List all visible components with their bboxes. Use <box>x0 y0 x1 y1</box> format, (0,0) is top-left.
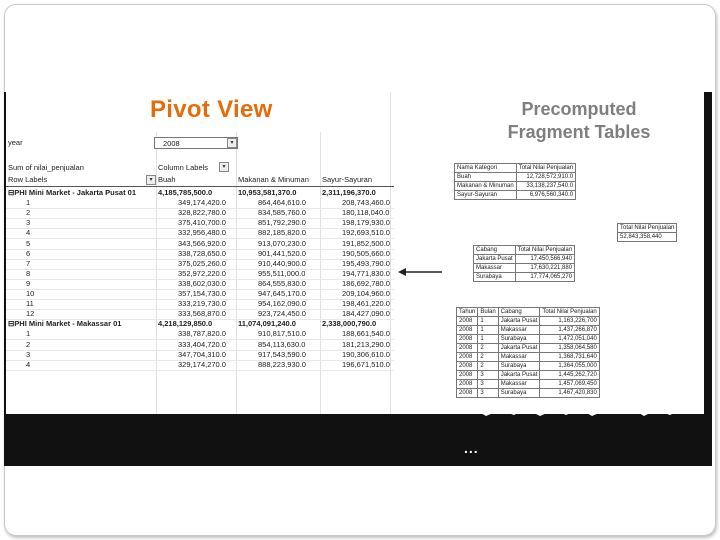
table-cell: 2008 <box>457 362 478 371</box>
pivot-cell: 338,728,650.0 <box>178 248 226 258</box>
table-row <box>457 371 600 380</box>
pivot-cell: 190,505,660.0 <box>342 248 390 258</box>
table-cell: Jakarta Pusat <box>498 371 540 380</box>
month-label: 7 <box>26 258 31 268</box>
table-cell: 2 <box>478 344 498 353</box>
table-cell: Jakarta Pusat <box>498 344 540 353</box>
table-row <box>618 233 677 242</box>
table-cell: 17,774,065,270 <box>515 273 574 282</box>
arrow-left-icon <box>398 267 442 277</box>
table-cell: 1,437,266,870 <box>540 326 599 335</box>
pivot-cell: 947,645,170.0 <box>258 289 306 298</box>
table-cell: 17,450,566,940 <box>515 255 574 264</box>
group-total: 4,218,129,850.0 <box>158 319 213 329</box>
pivot-cell: 328,822,780.0 <box>178 208 226 218</box>
pivot-cell: 208,743,460.0 <box>342 198 390 208</box>
pivot-cell: 954,162,090.0 <box>258 299 306 309</box>
table-header: Tahun <box>457 308 478 317</box>
pivot-cell: 333,404,720.0 <box>178 339 226 349</box>
table-cell: 1,163,226,700 <box>540 317 599 326</box>
table-row <box>457 389 600 398</box>
table-cell: 3 <box>478 380 498 389</box>
table-cell: 17,630,221,880 <box>515 264 574 273</box>
table-cell: 1 <box>478 335 498 344</box>
month-label: 5 <box>26 238 31 248</box>
table-header: Total Nilai Penjualan <box>618 224 677 233</box>
table-header: Total Nilai Penjualan <box>515 246 574 255</box>
month-label: 8 <box>26 268 31 278</box>
pivot-cell: 194,771,830.0 <box>342 268 390 278</box>
month-label: 3 <box>26 218 31 228</box>
pivot-cell: 333,568,870.0 <box>178 309 226 319</box>
pivot-sheet <box>6 92 394 414</box>
month-label: 4 <box>26 228 31 238</box>
column-header: Buah <box>158 175 176 184</box>
pivot-cell: 955,511,000.0 <box>258 268 306 278</box>
table-cell: Surabaya <box>498 389 540 398</box>
pivot-cell: 188,661,540.0 <box>342 329 390 339</box>
table-cell: Surabaya <box>498 335 540 344</box>
pivot-cell: 181,213,290.0 <box>342 339 390 349</box>
table-cell: 6,976,560,340.0 <box>516 191 575 200</box>
pivot-cell: 888,223,930.0 <box>258 359 306 369</box>
table-cell: Makassar <box>498 353 540 362</box>
table-row <box>457 326 600 335</box>
table-row <box>455 191 576 200</box>
group-total: 2,338,000,790.0 <box>322 319 377 329</box>
pivot-cell: 375,410,700.0 <box>178 218 226 228</box>
table-cell: Makassar <box>498 380 540 389</box>
pivot-cell: 192,693,510.0 <box>342 228 390 238</box>
table-cell: 2008 <box>457 389 478 398</box>
table-cell: Sayur-Sayuran <box>455 191 517 200</box>
pivot-cell: 190,306,610.0 <box>342 349 390 359</box>
pivot-cell: 191,852,500.0 <box>342 238 390 248</box>
pivot-cell: 357,154,730.0 <box>178 289 226 298</box>
column-filter-icon[interactable]: ▾ <box>219 162 229 172</box>
pivot-cell: 851,792,290.0 <box>258 218 306 228</box>
row-labels: Row Labels <box>8 175 48 184</box>
table-cell: 2008 <box>457 380 478 389</box>
table-cell: Jakarta Pusat <box>474 255 516 264</box>
table-header-row <box>618 224 677 233</box>
table-cell: 1,472,051,040 <box>540 335 599 344</box>
month-label: 1 <box>26 198 31 208</box>
pivot-cell: 333,219,730.0 <box>178 299 226 309</box>
pivot-cell: 329,174,270.0 <box>178 359 226 369</box>
cabang-table <box>473 245 575 282</box>
table-cell: 33,138,237,540.0 <box>516 182 575 191</box>
pivot-cell: 923,724,450.0 <box>258 309 306 319</box>
month-label: 11 <box>26 299 34 309</box>
column-header: Sayur-Sayuran <box>322 175 373 184</box>
month-label: 12 <box>26 309 35 319</box>
table-cell: Surabaya <box>498 362 540 371</box>
filter-label: year <box>8 138 23 147</box>
measure-label: Sum of nilai_penjualan <box>8 163 84 172</box>
table-cell: 1 <box>478 317 498 326</box>
pivot-cell: 195,493,790.0 <box>342 258 390 268</box>
table-row <box>474 255 575 264</box>
filter-dropdown[interactable] <box>154 137 238 149</box>
month-label: 2 <box>26 339 31 349</box>
table-cell: Makanan & Minuman <box>455 182 517 191</box>
pivot-cell: 375,025,260.0 <box>178 258 226 268</box>
table-row <box>474 264 575 273</box>
group-label: ⊟PHI Mini Market - Jakarta Pusat 01 <box>8 188 136 197</box>
table-row <box>457 344 600 353</box>
table-cell: 3 <box>478 389 498 398</box>
table-cell: 1,368,731,640 <box>540 353 599 362</box>
table-row <box>455 182 576 191</box>
column-header: Makanan & Minuman <box>238 175 309 184</box>
table-cell: 2008 <box>457 344 478 353</box>
month-label: 1 <box>26 329 31 339</box>
table-header: Cabang <box>474 246 516 255</box>
table-header-row <box>457 308 600 317</box>
table-header-row <box>474 246 575 255</box>
table-cell: 1,467,420,830 <box>540 389 599 398</box>
table-row <box>457 335 600 344</box>
table-cell: 2 <box>478 362 498 371</box>
table-cell: 2008 <box>457 326 478 335</box>
table-cell: 3 <box>478 371 498 380</box>
kategori-table <box>454 163 576 200</box>
table-header: Total Nilai Penjualan <box>516 164 575 173</box>
group-total: 2,311,196,370.0 <box>322 188 376 197</box>
pivot-cell: 347,704,310.0 <box>178 349 226 359</box>
precomputed-title-line2: Fragment Tables <box>507 122 651 142</box>
month-label: 6 <box>26 248 31 258</box>
chevron-down-icon[interactable]: ▾ <box>227 138 237 148</box>
pivot-cell: 198,461,220.0 <box>342 299 390 309</box>
total-table <box>617 223 677 242</box>
filter-value: 2008 <box>163 139 180 148</box>
month-label: 9 <box>26 278 31 288</box>
pivot-cell: 184,427,090.0 <box>342 309 390 319</box>
precomputed-title <box>488 98 670 144</box>
group-total: 4,185,785,500.0 <box>158 188 213 197</box>
table-row <box>455 173 576 182</box>
pivot-cell: 834,585,760.0 <box>258 208 306 218</box>
column-labels: Column Labels <box>158 163 209 172</box>
pivot-cell: 854,113,630.0 <box>258 339 306 349</box>
table-header: Cabang <box>498 308 540 317</box>
pivot-cell: 910,440,900.0 <box>258 258 306 268</box>
table-cell: 2008 <box>457 371 478 380</box>
table-header: Bulan <box>478 308 498 317</box>
pivot-cell: 180,118,040.0 <box>342 208 390 218</box>
pivot-cell: 882,185,820.0 <box>258 228 306 238</box>
table-row <box>457 317 600 326</box>
table-header-row <box>455 164 576 173</box>
pivot-cell: 917,543,590.0 <box>258 349 306 359</box>
table-row <box>474 273 575 282</box>
table-cell: 1,358,064,580 <box>540 344 599 353</box>
table-row <box>457 362 600 371</box>
table-cell: 1,445,262,720 <box>540 371 599 380</box>
precomputed-title-line1: Precomputed <box>521 99 637 119</box>
table-header: Total Nilai Penjualan <box>540 308 599 317</box>
table-row <box>457 380 600 389</box>
pivot-cell: 209,104,960.0 <box>342 289 390 298</box>
tahun-table <box>456 307 600 398</box>
torn-edge <box>456 404 702 418</box>
group-total: 10,953,581,370.0 <box>238 188 297 197</box>
table-cell: 2008 <box>457 353 478 362</box>
table-cell: 1 <box>478 326 498 335</box>
table-cell: Makassar <box>498 326 540 335</box>
table-cell: 2008 <box>457 335 478 344</box>
month-label: 4 <box>26 359 31 369</box>
pivot-cell: 343,566,920.0 <box>178 238 226 248</box>
pivot-cell: 349,174,420.0 <box>178 198 226 208</box>
pivot-cell: 864,555,830.0 <box>258 278 306 288</box>
table-cell: 2 <box>478 353 498 362</box>
pivot-cell: 864,464,610.0 <box>258 198 306 208</box>
month-label: 3 <box>26 349 31 359</box>
pivot-cell: 186,692,780.0 <box>342 278 390 288</box>
ellipsis: ... <box>464 440 479 456</box>
pivot-cell: 901,441,520.0 <box>258 248 306 258</box>
pivot-cell: 913,070,230.0 <box>258 238 306 248</box>
pivot-cell: 198,179,930.0 <box>342 218 390 228</box>
table-cell: Makassar <box>474 264 516 273</box>
month-label: 10 <box>26 289 35 298</box>
group-label: ⊟PHI Mini Market - Makassar 01 <box>8 319 122 329</box>
pivot-cell: 196,671,510.0 <box>342 359 390 369</box>
table-cell: Buah <box>455 173 517 182</box>
table-cell: 52,843,358,440 <box>618 233 677 242</box>
row-filter-icon[interactable]: ▾ <box>146 175 156 185</box>
pivot-cell: 910,817,510.0 <box>258 329 306 339</box>
table-header: Nama Kategori <box>455 164 517 173</box>
pivot-cell: 338,602,030.0 <box>178 278 226 288</box>
table-cell: 1,364,055,000 <box>540 362 599 371</box>
group-total: 11,074,091,240.0 <box>238 319 296 329</box>
table-cell: 2008 <box>457 317 478 326</box>
pivot-cell: 338,787,820.0 <box>178 329 226 339</box>
pivot-cell: 332,956,480.0 <box>178 228 226 238</box>
table-cell: 1,457,069,450 <box>540 380 599 389</box>
month-label: 2 <box>26 208 31 218</box>
table-cell: Surabaya <box>474 273 516 282</box>
pivot-cell: 352,972,220.0 <box>178 268 226 278</box>
table-cell: Jakarta Pusat <box>498 317 540 326</box>
pivot-view-title: Pivot View <box>150 96 273 123</box>
table-row <box>457 353 600 362</box>
table-cell: 12,728,572,910.0 <box>516 173 575 182</box>
